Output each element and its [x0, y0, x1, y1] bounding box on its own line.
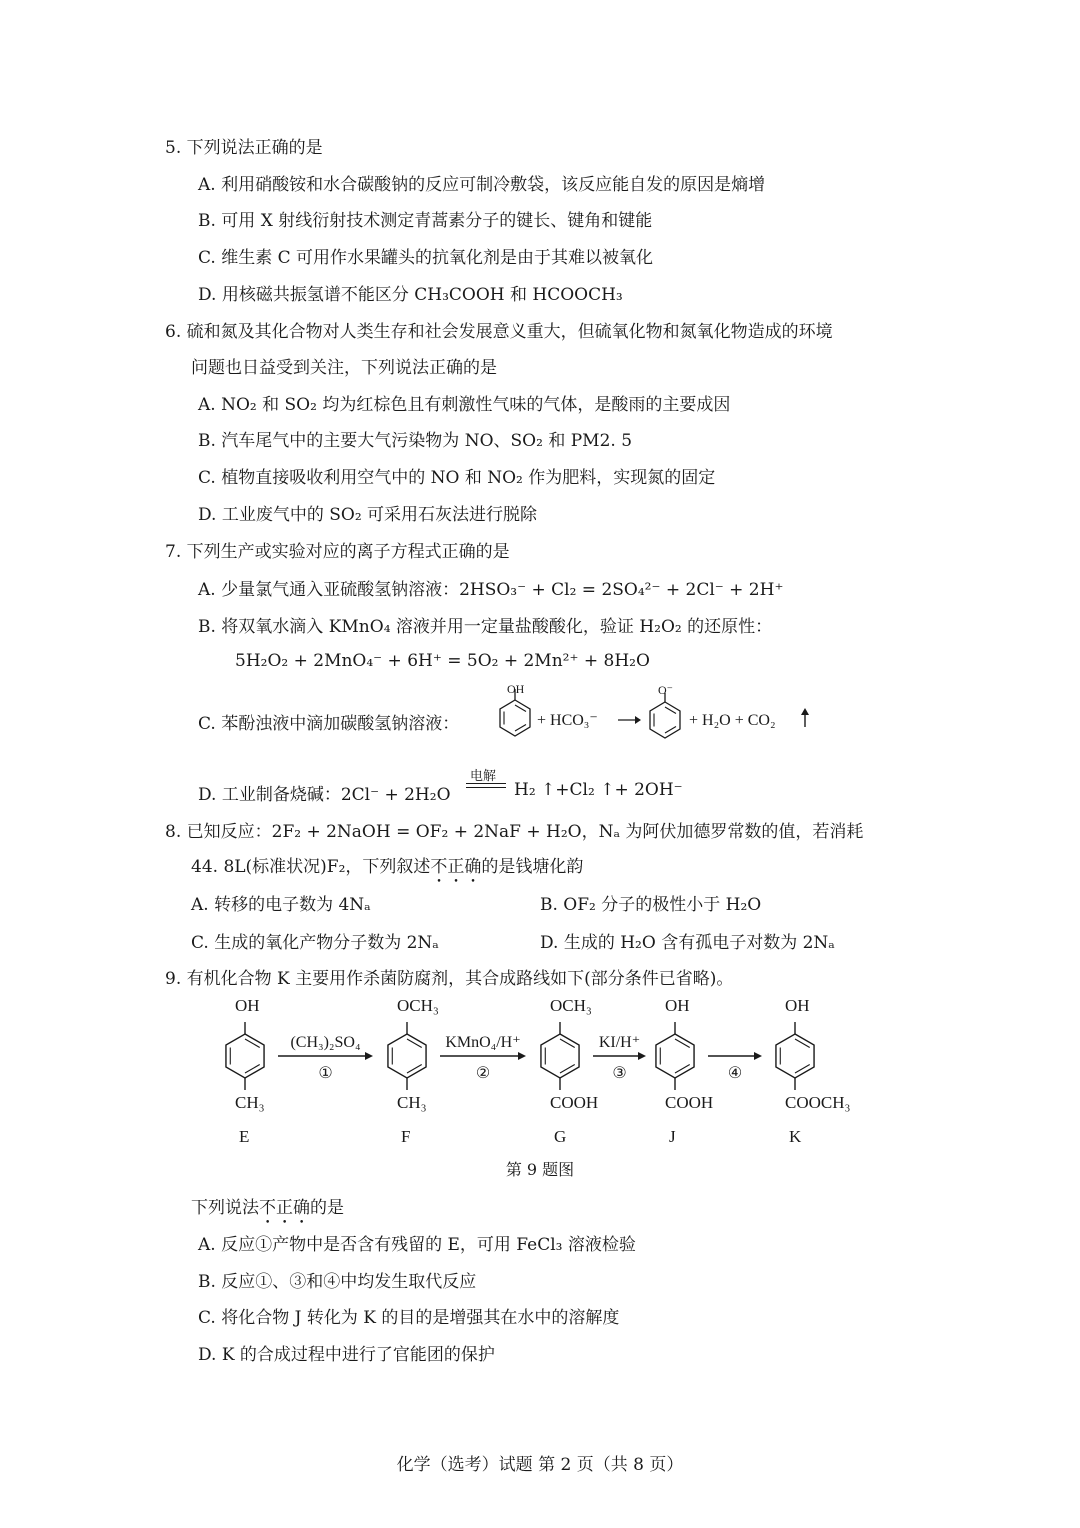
- bottom-group-G: COOH: [550, 1093, 599, 1112]
- phenol-structure: [500, 683, 530, 736]
- q5-option-c: C. 维生素 C 可用作水果罐头的抗氧化剂是由于其难以被氧化: [198, 248, 654, 268]
- q9-sub-stem: 下列说法不正确的是: [191, 1198, 344, 1218]
- q9-stem: 9. 有机化合物 K 主要用作杀菌防腐剂，其合成路线如下(部分条件已省略)。: [165, 969, 734, 989]
- compound-label-G: G: [554, 1127, 567, 1146]
- q9-option-c: C. 将化合物 J 转化为 K 的目的是增强其在水中的溶解度: [198, 1308, 620, 1328]
- gas-arrow-icon: [801, 708, 809, 727]
- q5-option-a: A. 利用硝酸铵和水合碳酸钠的反应可制冷敷袋，该反应能自发的原因是熵增: [198, 175, 766, 195]
- scheme-arrowhead-1: [365, 1052, 373, 1060]
- phenol-oh-label: OH: [507, 683, 525, 696]
- compound-label-K: K: [789, 1127, 802, 1146]
- double-bond-K-0: [795, 1039, 810, 1048]
- q6-option-c: C. 植物直接吸收利用空气中的 NO 和 NO₂ 作为肥料，实现氮的固定: [198, 468, 716, 488]
- double-bond-J-0: [675, 1039, 690, 1048]
- q9-option-b: B. 反应①、③和④中均发生取代反应: [198, 1272, 477, 1292]
- benzene-ring-K: [776, 1034, 814, 1078]
- electrolysis-condition: 电解: [470, 769, 497, 784]
- benzene-ring-G: [541, 1034, 579, 1078]
- q6-option-a: A. NO₂ 和 SO₂ 均为红棕色且有刺激性气味的气体，是酸雨的主要成因: [198, 395, 731, 415]
- q6-option-b: B. 汽车尾气中的主要大气污染物为 NO、SO₂ 和 PM2. 5: [198, 431, 633, 451]
- q8-stem-line2: 44. 8L(标准状况)F₂，下列叙述不正确的是钱塘化韵: [191, 857, 584, 877]
- q6-stem-line2: 问题也日益受到关注，下列说法正确的是: [191, 358, 497, 378]
- scheme-arrowhead-3: [638, 1052, 646, 1060]
- q5-option-b: B. 可用 X 射线衍射技术测定青蒿素分子的键长、键角和键能: [198, 211, 653, 231]
- benzene-ring-F: [388, 1034, 426, 1078]
- scheme-step-2: ②: [475, 1065, 491, 1082]
- q7-option-b-equation: 5H₂O₂ + 2MnO₄⁻ + 6H⁺ = 5O₂ + 2Mn²⁺ + 8H₂O: [235, 651, 650, 671]
- q6-option-d: D. 工业废气中的 SO₂ 可采用石灰法进行脱除: [198, 505, 538, 525]
- double-bond-E-0: [245, 1039, 260, 1048]
- q9-option-a: A. 反应①产物中是否含有残留的 E，可用 FeCl₃ 溶液检验: [198, 1235, 636, 1255]
- scheme-step-4: ④: [727, 1065, 743, 1082]
- q8-option-a: A. 转移的电子数为 4Nₐ: [191, 895, 371, 915]
- emphasis-not-correct: 不正确: [430, 857, 482, 877]
- double-line-sign: [466, 783, 506, 788]
- q7-c-products: + H₂O + CO₂: [689, 712, 776, 729]
- scheme-arrowhead-2: [518, 1052, 526, 1060]
- q8-stem-line1: 8. 已知反应：2F₂ + 2NaOH = OF₂ + 2NaF + H₂O，Nₐ 为阿伏加德罗常数的值，若消耗: [165, 822, 864, 842]
- scheme-reagent-1: (CH₃)₂SO₄: [290, 1034, 361, 1051]
- scheme-step-3: ③: [612, 1065, 627, 1082]
- q7-option-d-products: H₂ ↑+Cl₂ ↑+ 2OH⁻: [514, 780, 683, 800]
- double-bond-E-1: [245, 1065, 260, 1074]
- bottom-group-E: CH₃: [235, 1093, 265, 1112]
- compound-label-E: E: [239, 1127, 250, 1146]
- scheme-arrowhead-4: [754, 1052, 762, 1060]
- double-bond-F-0: [407, 1039, 422, 1048]
- figure-caption: 第 9 题图: [505, 1160, 575, 1179]
- emphasis-not-correct-q9: 不正确: [259, 1198, 310, 1218]
- q6-stem-line1: 6. 硫和氮及其化合物对人类生存和社会发展意义重大，但硫氧化物和氮氧化物造成的环境: [165, 322, 833, 342]
- q8-option-b: B. OF₂ 分子的极性小于 H₂O: [540, 895, 762, 915]
- phenoxide-structure: [650, 683, 680, 738]
- scheme-step-1: ①: [318, 1065, 333, 1082]
- bottom-group-F: CH₃: [397, 1093, 427, 1112]
- page-footer: 化学（选考）试题 第 2 页（共 8 页）: [396, 1455, 684, 1475]
- double-bond-J-1: [675, 1065, 690, 1074]
- top-group-F: OCH₃: [397, 996, 439, 1015]
- compound-label-J: J: [669, 1127, 676, 1146]
- q5-option-d: D. 用核磁共振氢谱不能区分 CH₃COOH 和 HCOOCH₃: [198, 285, 623, 305]
- scheme-reagent-3: KI/H⁺: [598, 1034, 641, 1051]
- q7-c-reagent: + HCO₃⁻: [537, 712, 598, 729]
- reaction-arrow: [618, 716, 641, 724]
- top-group-K: OH: [785, 996, 810, 1015]
- q7-option-c-equation-graphic: [485, 683, 815, 758]
- compound-label-F: F: [401, 1127, 411, 1146]
- q8-option-d: D. 生成的 H₂O 含有孤电子对数为 2Nₐ: [540, 933, 835, 953]
- double-bond-G-1: [560, 1065, 575, 1074]
- benzene-ring-J: [656, 1034, 694, 1078]
- top-group-E: OH: [235, 996, 260, 1015]
- bottom-group-K: COOCH₃: [785, 1093, 851, 1112]
- top-group-G: OCH₃: [550, 996, 592, 1015]
- scheme-reagent-2: KMnO₄/H⁺: [445, 1034, 521, 1051]
- q5-stem: 5. 下列说法正确的是: [165, 138, 323, 158]
- q8-option-c: C. 生成的氧化产物分子数为 2Nₐ: [191, 933, 439, 953]
- bottom-group-J: COOH: [665, 1093, 714, 1112]
- phenoxide-o-label: O⁻: [658, 683, 673, 697]
- double-bond-G-0: [560, 1039, 575, 1048]
- double-bond-K-1: [795, 1065, 810, 1074]
- q7-option-d-prefix: D. 工业制备烧碱：2Cl⁻ + 2H₂O: [198, 785, 451, 805]
- double-bond-F-1: [407, 1065, 422, 1074]
- synthesis-scheme: [200, 990, 880, 1150]
- q7-stem: 7. 下列生产或实验对应的离子方程式正确的是: [165, 542, 510, 562]
- q7-option-a: A. 少量氯气通入亚硫酸氢钠溶液：2HSO₃⁻ + Cl₂ = 2SO₄²⁻ + 2Cl⁻ + 2H⁺: [198, 580, 784, 600]
- top-group-J: OH: [665, 996, 690, 1015]
- benzene-ring-E: [226, 1034, 264, 1078]
- q7-option-b-line1: B. 将双氧水滴入 KMnO₄ 溶液并用一定量盐酸酸化，验证 H₂O₂ 的还原性：: [198, 617, 773, 637]
- q9-option-d: D. K 的合成过程中进行了官能团的保护: [198, 1345, 495, 1365]
- q7-option-c-prefix: C. 苯酚浊液中滴加碳酸氢钠溶液：: [198, 714, 460, 734]
